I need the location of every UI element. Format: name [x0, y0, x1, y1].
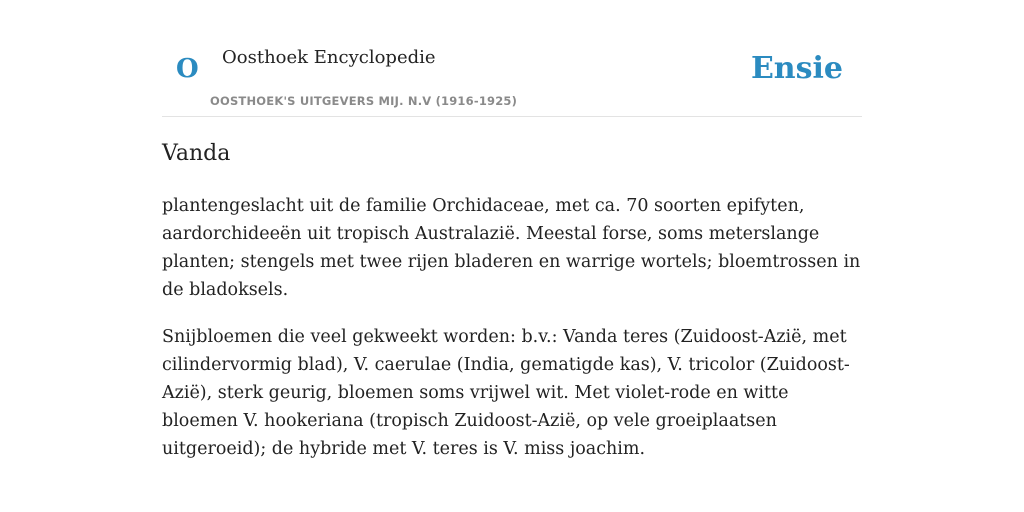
encyclopedia-logo[interactable]: O — [176, 54, 199, 84]
article-headword: Vanda — [162, 141, 231, 166]
article-body — [162, 192, 862, 482]
header — [162, 36, 862, 117]
brand-logo-link[interactable]: Ensie — [750, 51, 843, 86]
article-paragraph: plantengeslacht uit de familie Orchidaceae, met ca. 70 soorten epifyten, aardorchideeën uit tropisch Australazië. Meestal forse, soms meterslange planten; stengels met twee rijen bladeren en warrige wortels; bloemtrossen in de bladoksels. — [162, 196, 861, 300]
article-paragraph: Snijbloemen die veel gekweekt worden: b.v.: Vanda teres (Zuidoost-Azië, met cilindervormig blad), V. caerulae (India, gematigde kas), V. tricolor (Zuidoost-Azië), sterk geurig, bloemen soms vrijwel wit. Met violet-rode en witte bloemen V. hookeriana (tropisch Zuidoost-Azië, op vele groeiplaatsen uitgeroeid); de hybride met V. teres is V. miss joachim. — [162, 327, 850, 459]
encyclopedia-title[interactable]: Oosthoek Encyclopedie — [222, 47, 436, 68]
publisher-line: OOSTHOEK'S UITGEVERS MIJ. N.V (1916-1925) — [210, 94, 518, 108]
